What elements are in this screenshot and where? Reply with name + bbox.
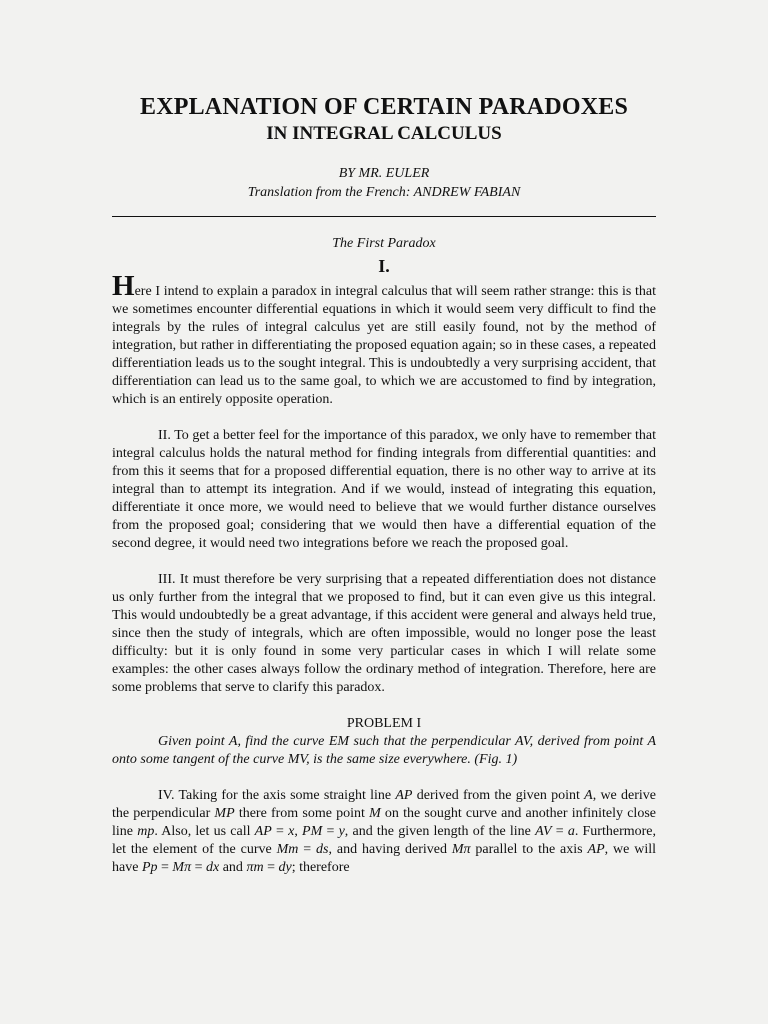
math-var: M	[369, 806, 381, 821]
math-var: MP	[214, 806, 235, 821]
math-var: Mπ	[172, 860, 192, 875]
paragraph-3: III. It must therefore be very surprising that a repeated differentiation does not distance us only further from the integral that we proposed to find, but it can even give us this integral. This would undoubtedly be a great advantage, if this accident were general and always held true, since then the study of integrals, which are often impossible, would no longer pose the least difficulty: but it is only found in some very particular cases in which I will relate some examples: the other cases always follow the ordinary method of integration. Therefore, here are some problems that serve to clarify this paradox.	[112, 572, 656, 695]
math-var: dx	[206, 860, 220, 875]
problem-statement: Given point A, find the curve EM such that the perpendicular AV, derived from point A onto some tangent of the curve MV, is the same size everywhere. (Fig. 1)	[112, 734, 656, 767]
section-heading: The First Paradox	[332, 236, 436, 251]
p4-text: ; therefore	[291, 860, 350, 875]
p4-text: =	[263, 860, 279, 875]
p4-text: , we will have	[112, 842, 657, 875]
p4-text: . Also, let us call	[154, 824, 255, 839]
math-var: Mπ	[451, 842, 471, 857]
math-var: πm	[246, 860, 264, 875]
math-var: Mm	[276, 842, 299, 857]
math-var: y	[338, 824, 345, 839]
header-divider	[112, 216, 656, 217]
p4-text: IV. Taking for the axis some straight line	[158, 788, 396, 803]
math-var: PM	[302, 824, 323, 839]
translator-credit: Translation from the French: ANDREW FABIAN	[247, 185, 521, 200]
document-title: EXPLANATION OF CERTAIN PARADOXES	[139, 94, 629, 120]
p4-text: and	[219, 860, 247, 875]
paragraph-4	[112, 787, 656, 877]
p4-text: =	[298, 842, 317, 857]
math-var: dy	[278, 860, 292, 875]
author-byline: BY MR. EULER	[338, 166, 430, 181]
problem-heading: PROBLEM I	[346, 716, 422, 731]
p4-text: . Furthermore, let the element of the curve	[112, 824, 656, 857]
math-var: mp	[137, 824, 155, 839]
p4-text: =	[271, 824, 289, 839]
section-numeral: I.	[378, 256, 390, 276]
math-var: a	[567, 824, 575, 839]
paragraph-2: II. To get a better feel for the importance of this paradox, we only have to remember that integral calculus holds the natural method for finding integrals from differential quantities: and from this it seems that for a proposed differential equation, there is no other way to arrive at its integral than to attempt its integration. And if we would, instead of integrating this equation, differentiate it once more, we would need to believe that we would further distance ourselves from the proposed goal; considering that we would then have a differential equation of the second degree, it would need two integrations before we reach the proposed goal.	[112, 428, 656, 551]
math-var: Pp	[141, 860, 158, 875]
paragraph-1-text: ere I intend to explain a paradox in integral calculus that will seem rather strange: this is that we sometimes encounter differential equations in which it would seem very difficult to find the integrals by the rules of integral calculus yet are still easily found, not by the method of integration, but rather in differentiating the proposed equation again; so in these cases, a repeated differentiation leads us to the sought integral. This is undoubtedly a very surprising accident, that differentiation can lead us to the same goal, to which we are accustomed to find by integration, which is an entirely opposite operation.	[112, 284, 656, 407]
p4-text: parallel to the axis	[470, 842, 588, 857]
p4-text: on the sought curve and another infinitely close line	[112, 806, 656, 839]
p4-text: =	[191, 860, 206, 875]
p4-text: =	[322, 824, 339, 839]
math-var: AP	[254, 824, 272, 839]
math-var: A	[584, 788, 593, 803]
math-var: ds	[316, 842, 329, 857]
p4-text: , and having derived	[328, 842, 452, 857]
drop-cap: H	[112, 270, 135, 302]
paragraph-1	[112, 270, 656, 409]
math-var: AP	[395, 788, 413, 803]
math-var: AV	[535, 824, 552, 839]
math-var: AP	[587, 842, 605, 857]
p4-text: , we derive the perpendicular	[112, 788, 656, 821]
math-var: x	[288, 824, 295, 839]
p4-text: =	[551, 824, 568, 839]
document-subtitle: IN INTEGRAL CALCULUS	[266, 123, 502, 144]
p4-text: =	[157, 860, 173, 875]
p4-text: ,	[294, 824, 303, 839]
p4-text: there from some point	[234, 806, 370, 821]
p4-text: , and the given length of the line	[344, 824, 536, 839]
p4-text: derived from the given point	[412, 788, 585, 803]
